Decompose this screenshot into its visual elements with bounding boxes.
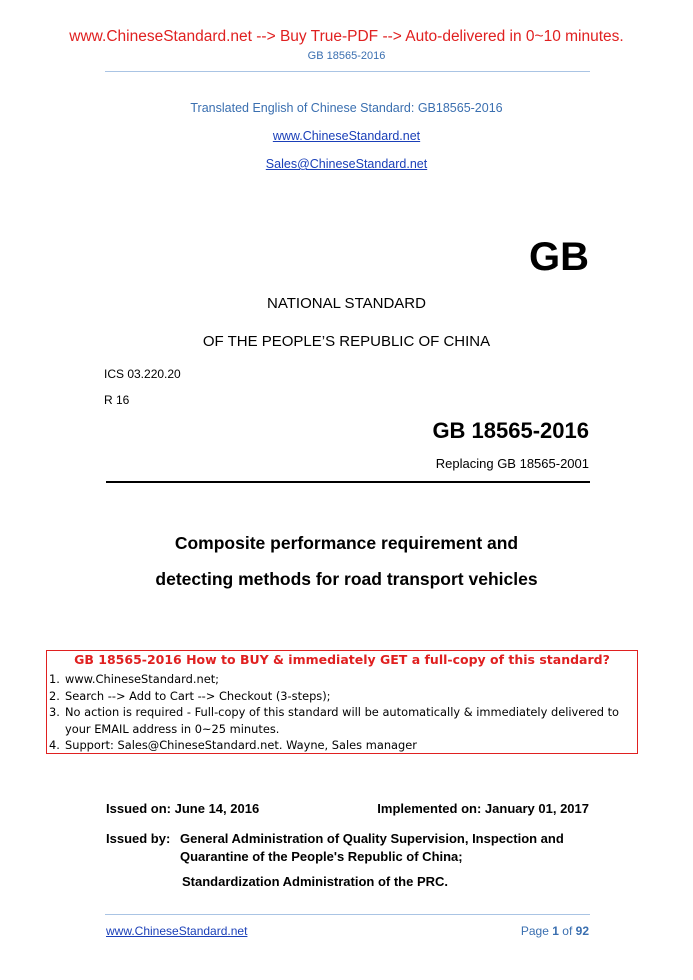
email-link[interactable]: Sales@ChineseStandard.net bbox=[265, 157, 428, 171]
footer-divider bbox=[105, 914, 590, 915]
header-standard-code: GB 18565-2016 bbox=[307, 50, 386, 62]
national-standard-heading: NATIONAL STANDARD bbox=[267, 295, 426, 312]
list-item: 4. Support: Sales@ChineseStandard.net. Wayne, Sales manager bbox=[49, 738, 417, 752]
document-title-line-1: Composite performance requirement and bbox=[174, 533, 519, 553]
page-total: 92 bbox=[575, 924, 589, 938]
header-divider bbox=[105, 71, 590, 72]
replacing-note: Replacing GB 18565-2001 bbox=[435, 456, 589, 471]
country-heading: OF THE PEOPLE’S REPUBLIC OF CHINA bbox=[202, 333, 491, 350]
issued-by-label: Issued by: bbox=[106, 831, 171, 846]
page-indicator: Page 1 of 92 bbox=[520, 924, 589, 938]
step-website[interactable]: www.ChineseStandard.net; bbox=[65, 672, 220, 686]
ccs-code: R 16 bbox=[104, 393, 130, 407]
list-item: 3. No action is required - Full-copy of this standard will be automatically & immediately delivered to your EMAIL address in 0~25 minutes. bbox=[49, 705, 620, 736]
issued-by-line-1: General Administration of Quality Supervision, Inspection and bbox=[180, 831, 564, 846]
purchase-steps-list bbox=[49, 671, 631, 754]
website-link[interactable]: www.ChineseStandard.net bbox=[272, 129, 421, 143]
issued-by-line-2: Quarantine of the People's Republic of China; bbox=[180, 849, 463, 864]
purchase-heading: GB 18565-2016 How to BUY & immediately GET a full-copy of this standard? bbox=[74, 652, 610, 667]
page-current: 1 bbox=[552, 924, 559, 938]
list-item: 1. www.ChineseStandard.net; bbox=[49, 672, 220, 686]
issued-by-line-3: Standardization Administration of the PRC. bbox=[182, 874, 449, 889]
document-title-line-2: detecting methods for road transport vehicles bbox=[155, 569, 538, 589]
gb-mark: GB bbox=[529, 235, 589, 279]
footer-website-link[interactable]: www.ChineseStandard.net bbox=[106, 924, 248, 938]
ics-code: ICS 03.220.20 bbox=[104, 367, 181, 381]
title-divider bbox=[106, 481, 590, 483]
implemented-on: Implemented on: January 01, 2017 bbox=[377, 801, 589, 816]
list-item: 2. Search --> Add to Cart --> Checkout (3-steps); bbox=[49, 688, 331, 703]
issued-on: Issued on: June 14, 2016 bbox=[106, 801, 260, 816]
translation-note: Translated English of Chinese Standard: GB18565-2016 bbox=[190, 101, 503, 115]
purchase-info-box bbox=[46, 650, 638, 754]
promo-banner[interactable]: www.ChineseStandard.net --> Buy True-PDF --> Auto-delivered in 0~10 minutes. bbox=[69, 28, 624, 45]
standard-number: GB 18565-2016 bbox=[432, 418, 589, 443]
